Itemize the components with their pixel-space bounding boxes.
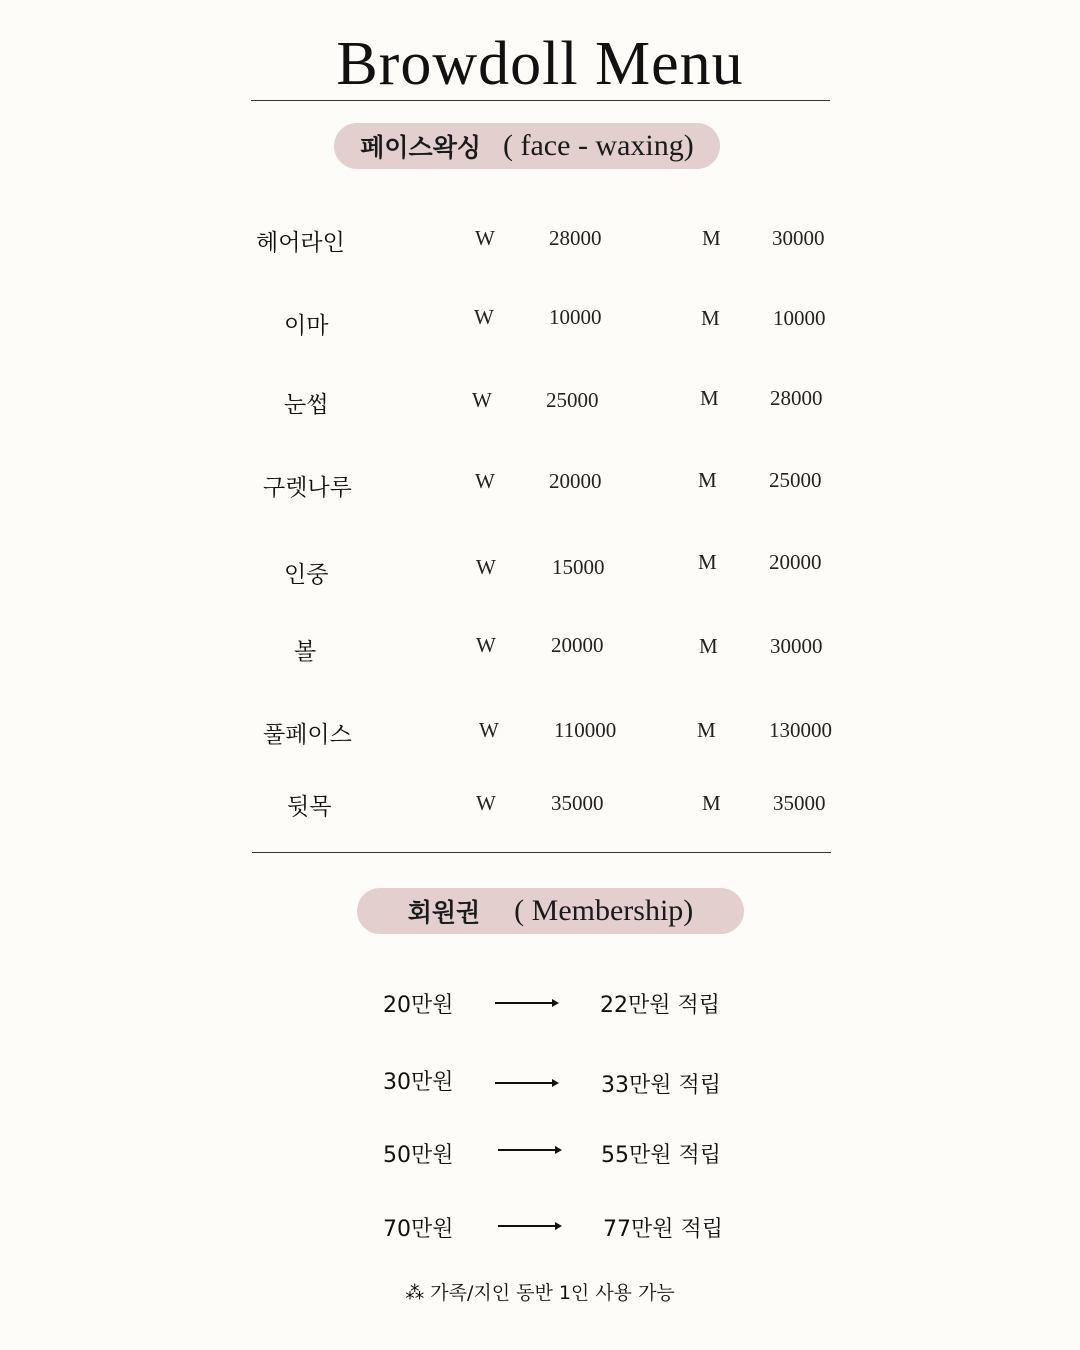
- men-label: M: [702, 226, 721, 250]
- women-price: 25000: [546, 388, 599, 412]
- face-waxing-title-ko: 페이스왁싱: [360, 133, 482, 162]
- membership-get: 33만원 적립: [601, 1073, 721, 1098]
- face-waxing-title-en: ( face - waxing): [503, 129, 694, 162]
- women-price: 20000: [551, 633, 604, 657]
- men-price: 35000: [773, 791, 826, 815]
- membership-pay: 20만원: [383, 993, 454, 1018]
- women-label: W: [475, 226, 495, 250]
- section-divider: [252, 852, 831, 853]
- service-name: 헤어라인: [256, 230, 345, 256]
- membership-title-en: ( Membership): [514, 894, 694, 927]
- arrow-right-icon: [495, 1078, 559, 1088]
- men-label: M: [700, 386, 719, 410]
- page-title: Browdoll Menu: [336, 30, 744, 98]
- membership-note: ⁂ 가족/지인 동반 1인 사용 가능: [405, 1282, 675, 1304]
- women-label: W: [476, 791, 496, 815]
- men-label: M: [697, 718, 716, 742]
- membership-pay: 50만원: [383, 1143, 454, 1168]
- face-waxing-header: [334, 123, 720, 169]
- membership-get: 22만원 적립: [600, 993, 720, 1018]
- men-price: 28000: [770, 386, 823, 410]
- men-price: 130000: [769, 718, 832, 742]
- women-label: W: [472, 388, 492, 412]
- top-divider: [251, 100, 830, 101]
- men-label: M: [698, 550, 717, 574]
- men-label: M: [702, 791, 721, 815]
- men-label: M: [701, 306, 720, 330]
- membership-title-ko: 회원권: [407, 898, 481, 927]
- men-price: 10000: [773, 306, 826, 330]
- membership-get: 77만원 적립: [603, 1217, 723, 1242]
- arrow-right-icon: [495, 998, 559, 1008]
- men-price: 30000: [772, 226, 825, 250]
- service-name: 구렛나루: [263, 475, 352, 501]
- arrow-right-icon: [498, 1145, 562, 1155]
- service-name: 뒷목: [287, 794, 332, 820]
- service-name: 인중: [284, 562, 329, 588]
- membership-pay: 70만원: [383, 1217, 454, 1242]
- men-price: 20000: [769, 550, 822, 574]
- membership-header: [357, 888, 744, 934]
- membership-get: 55만원 적립: [601, 1143, 721, 1168]
- men-label: M: [698, 468, 717, 492]
- women-label: W: [475, 469, 495, 493]
- women-price: 15000: [552, 555, 605, 579]
- men-price: 30000: [770, 634, 823, 658]
- women-price: 35000: [551, 791, 604, 815]
- women-label: W: [476, 633, 496, 657]
- arrow-right-icon: [498, 1221, 562, 1231]
- women-price: 10000: [549, 305, 602, 329]
- service-name: 이마: [284, 313, 329, 339]
- women-price: 110000: [554, 718, 617, 742]
- men-label: M: [699, 634, 718, 658]
- service-name: 풀페이스: [263, 722, 352, 748]
- women-price: 28000: [549, 226, 602, 250]
- service-name: 눈썹: [284, 392, 329, 418]
- men-price: 25000: [769, 468, 822, 492]
- women-label: W: [476, 555, 496, 579]
- women-label: W: [474, 305, 494, 329]
- service-name: 볼: [294, 639, 317, 665]
- women-label: W: [479, 718, 499, 742]
- women-price: 20000: [549, 469, 602, 493]
- membership-pay: 30만원: [383, 1070, 454, 1095]
